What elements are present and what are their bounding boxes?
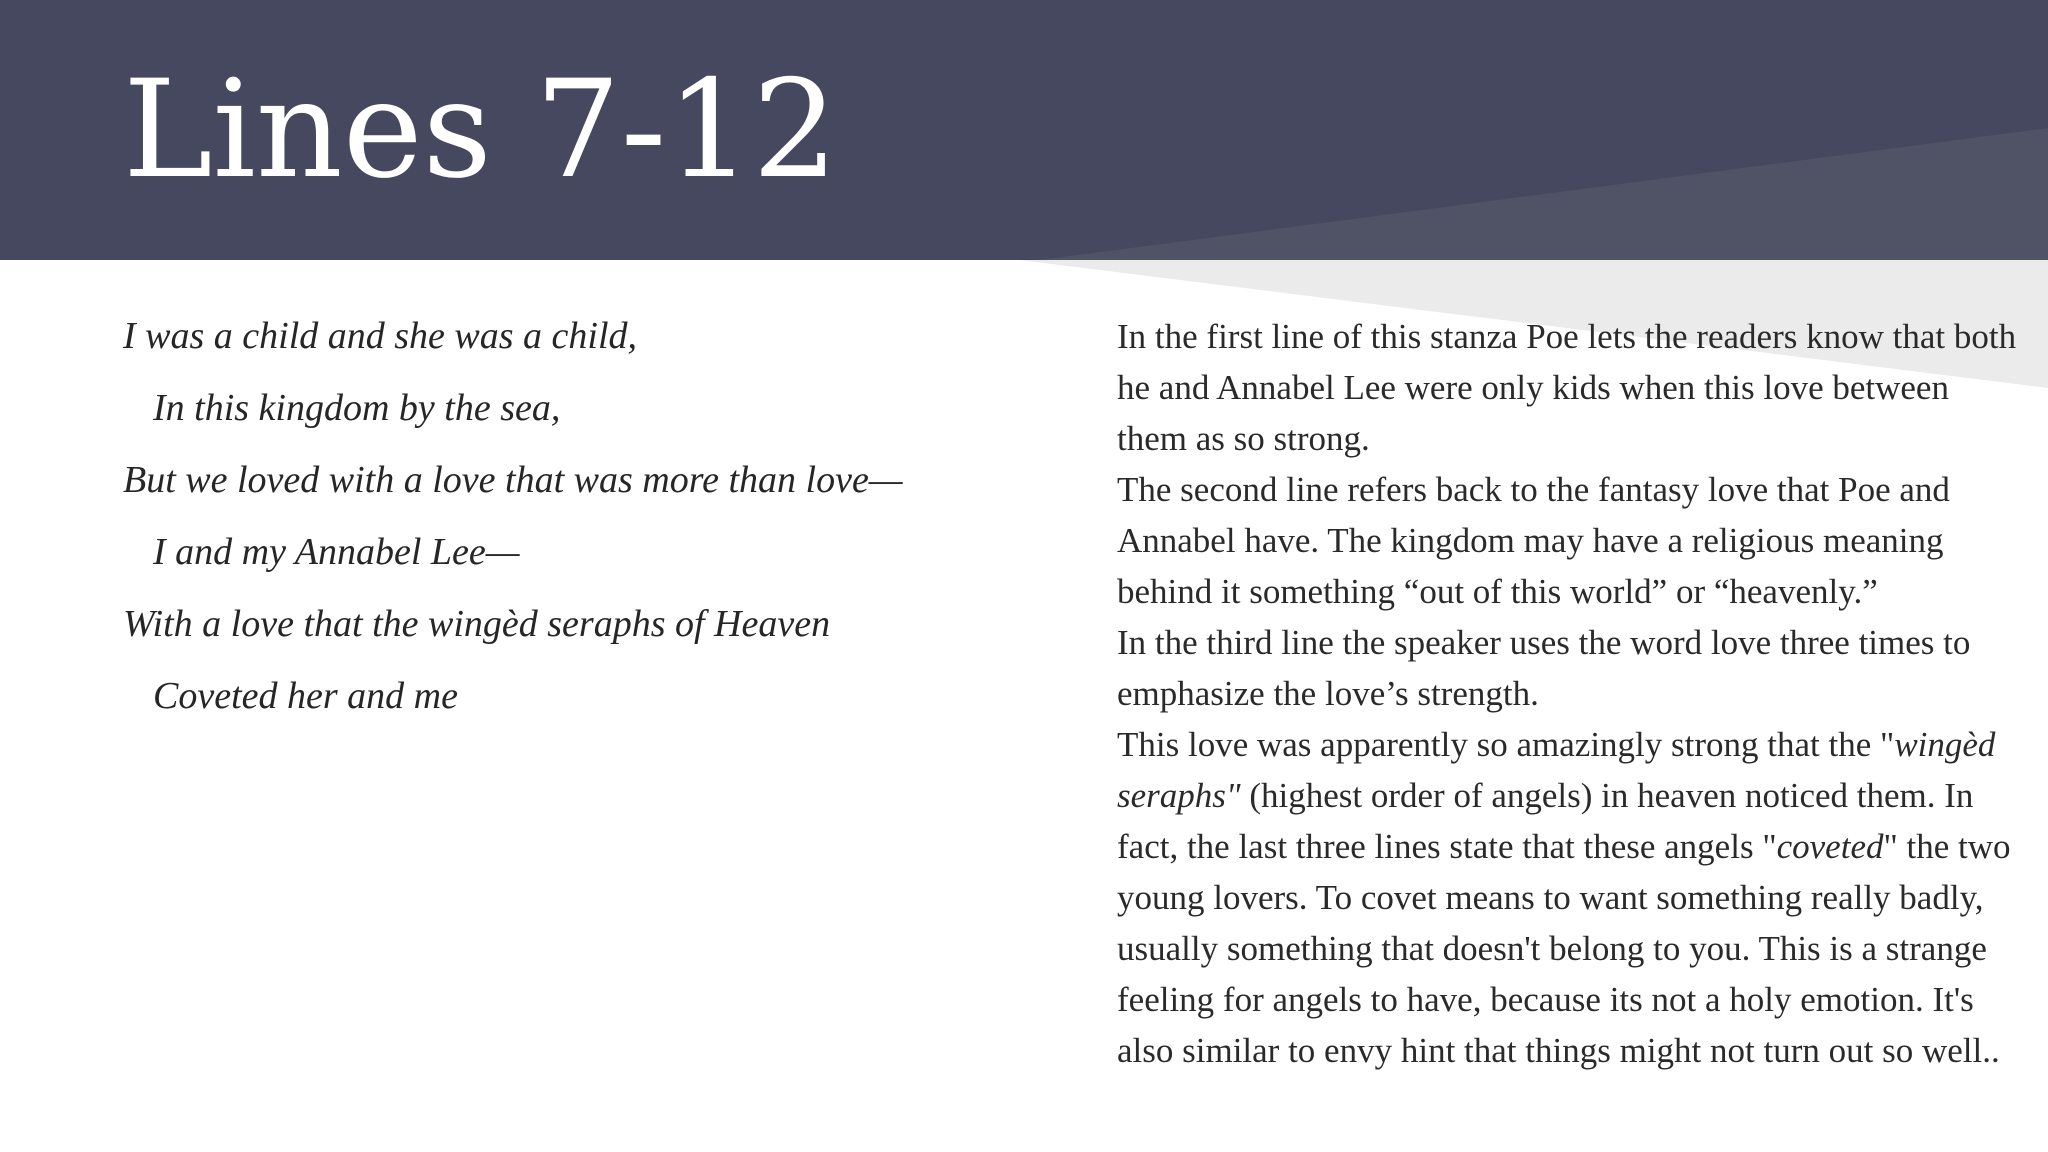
commentary-paragraph xyxy=(1117,719,2022,1076)
poem-excerpt xyxy=(123,300,1023,732)
poem-line: But we loved with a love that was more than love— xyxy=(123,459,903,501)
commentary-paragraph: The second line refers back to the fantasy love that Poe and Annabel have. The kingdom may have a religious meaning behind it something “out of this world” or “heavenly.” xyxy=(1117,470,1950,611)
commentary-text-run: (highest order of angels) in heaven noticed them. In fact, the last three lines state that these angels " xyxy=(1117,776,1974,866)
poem-line: In this kingdom by the sea, xyxy=(153,387,561,429)
poem-line: Coveted her and me xyxy=(153,675,458,717)
poem-line: I and my Annabel Lee— xyxy=(153,531,520,573)
commentary-text-run: This love was apparently so amazingly strong that the " xyxy=(1117,725,1895,764)
commentary-paragraph: In the first line of this stanza Poe lets the readers know that both he and Annabel Lee were only kids when this love between them as so strong. xyxy=(1117,317,2017,458)
poem-line: I was a child and she was a child, xyxy=(123,315,638,357)
italic-term-seraphs: wingèd seraphs" xyxy=(1117,725,1996,815)
commentary-text xyxy=(1117,311,2022,1076)
commentary-paragraph: In the third line the speaker uses the word love three times to emphasize the love’s strength. xyxy=(1117,623,1971,713)
commentary-text-run: " the two young lovers. To covet means to want something really badly, usually something that doesn't belong to you. This is a strange feeling for angels to have, because its not a holy emotion. It's also similar to envy hint that things might not turn out so well.. xyxy=(1117,827,2011,1070)
slide-title: Lines 7-12 xyxy=(123,51,839,208)
poem-line: With a love that the wingèd seraphs of Heaven xyxy=(123,603,831,645)
italic-term-coveted: coveted xyxy=(1776,827,1884,866)
